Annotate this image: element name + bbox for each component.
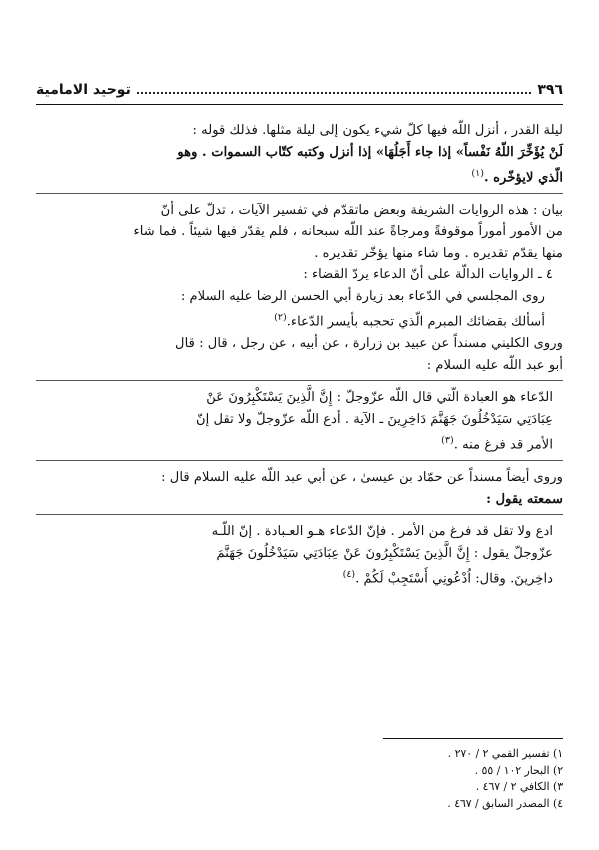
text-line: عِبَادَتِي سَيَدْخُلُونَ جَهَنَّمَ دَاخِرِينَ ـ الآية . أدع اللّه عزّوجلّ ولا تقل إنّ <box>195 411 553 427</box>
text-line: الّذي لايؤخّره . <box>483 170 563 186</box>
page-body <box>36 120 563 590</box>
section-heading-4: ٤ ـ الروايات الدالّة على أنّ الدعاء يردّ القضاء : <box>303 267 553 283</box>
text-line: من الأمور أموراً موقوفةً ومرجاةً عند اللّه سبحانه ، فلم يقدّر فيها شيئاً . فما شاء <box>133 224 563 240</box>
text-line: روى المجلسي في الدّعاء بعد زيارة أبي الحسن الرضا عليه السلام : <box>180 288 545 304</box>
text-line: داخِرينَ. وقال: اُدْعُونِي أَسْتَجِبْ لَكُمْ . <box>355 571 553 587</box>
section-divider <box>36 460 563 461</box>
text-line: الأمر قد فرغ منه . <box>453 437 553 453</box>
text-line: أسألك بقضائك المبرم الّذي تحجبه بأيسر الدّعاء. <box>286 314 545 330</box>
footnote-4: ٤) المصدر السابق / ٤٦٧ . <box>447 796 563 810</box>
text-line: بيان : هذه الروايات الشريفة وبعض ماتقدّم في تفسير الآيات ، تدلّ على أنّ <box>160 202 563 218</box>
header-rule <box>36 104 563 105</box>
footnote-ref-3: (٣) <box>441 435 454 447</box>
text-line: وروى الكليني مسنداً عن عبيد بن زرارة ، عن أبيه ، عن رجل ، قال : قال <box>175 336 563 352</box>
paragraph-1 <box>36 120 563 189</box>
text-line: سمعته يقول : <box>486 491 563 507</box>
footnote-2: ٢) البحار ١٠٢ / ٥٥ . <box>474 763 563 777</box>
text-line: عزّوجلّ يقول : إِنَّ الَّذِينَ يَسْتَكْبِرُونَ عَنْ عِبَادَتِي سَيَدْخُلُونَ جَهَنَّمَ <box>216 545 553 561</box>
paragraph-7 <box>36 521 563 590</box>
paragraph-4 <box>36 333 563 376</box>
text-line: الدّعاء هو العبادة الّتي قال اللّه عزّوجلّ : إِنَّ الَّذِينَ يَسْتَكْبِرُونَ عَنْ <box>206 390 553 406</box>
text-line: منها يقدّم تقديره . وما شاء منها يؤخّر تقديره . <box>314 245 563 261</box>
paragraph-3 <box>36 286 563 333</box>
footnote-3: ٣) الكافي ٢ / ٤٦٧ . <box>475 780 563 793</box>
footnote-1: ١) تفسير القمي ٢ / ٢٧٠ . <box>447 747 563 760</box>
footnote-ref-1: (١) <box>471 168 484 179</box>
paragraph-6 <box>36 467 563 510</box>
footnote-rule <box>383 738 563 739</box>
section-divider <box>36 380 563 381</box>
text-line: وروى أيضاً مسنداً عن حمّاد بن عيسىٰ ، عن أبي عبد اللّه عليه السلام قال : <box>161 470 563 486</box>
section-divider <box>36 193 563 194</box>
paragraph-2 <box>36 200 563 265</box>
running-title: توحيد الامامية <box>36 82 131 98</box>
text-line: أبو عبد اللّه عليه السلام : <box>426 357 563 373</box>
text-line: ليلة القدر ، أنزل اللّه فيها كلّ شيء يكون إلى ليلة مثلها. فذلك قوله : <box>192 123 563 138</box>
footnote-ref-2: (٢) <box>274 312 287 324</box>
text-line: لَنْ يُؤَخِّرَ اللّهُ نَفْساً» إذا جاء أَجَلُهَا» إذا أنزل وكتبه كتّاب السموات . وهو <box>177 144 563 160</box>
footnote-ref-4: (٤) <box>342 569 356 581</box>
section-divider <box>36 514 563 515</box>
text-line: ادع ولا تقل قد فرغ من الأمر . فإنّ الدّعاء هـو العـبادة . إنّ اللّـه <box>211 524 553 540</box>
header-dot-leader <box>137 92 532 94</box>
page-number: ٣٩٦ <box>537 82 563 98</box>
footnotes <box>200 746 563 812</box>
running-header <box>36 76 563 98</box>
paragraph-5 <box>36 387 563 456</box>
